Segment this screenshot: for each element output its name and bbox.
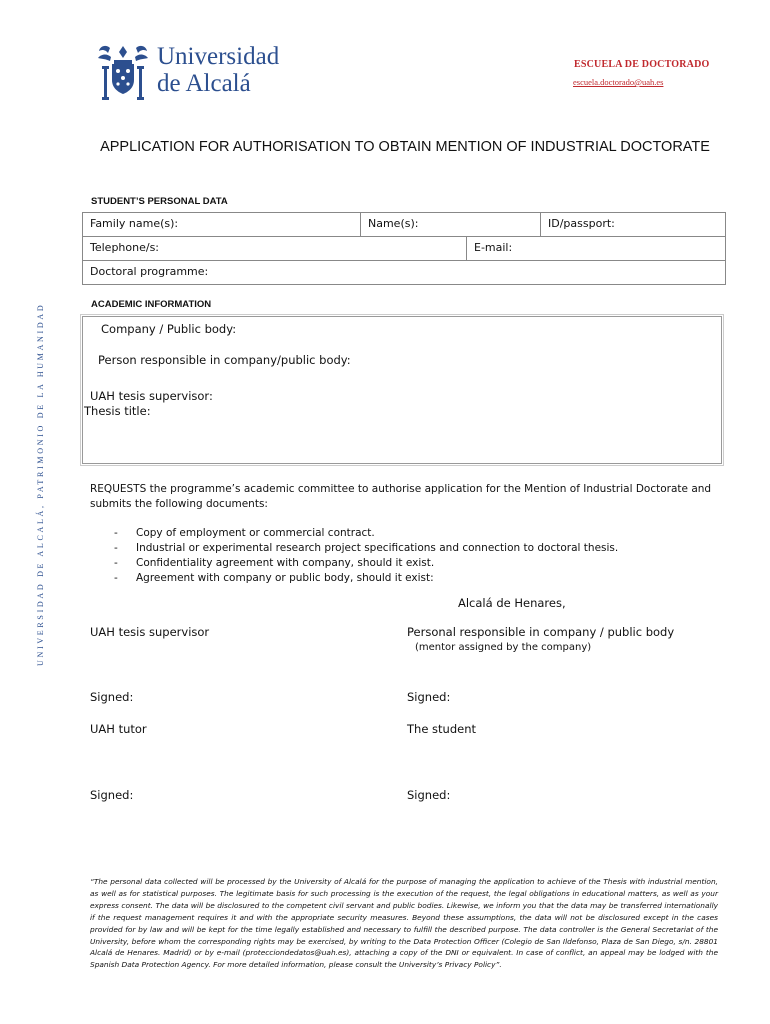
university-crest-logo [96,44,152,102]
wordmark-line-1: Universidad [157,43,280,70]
privacy-footnote: “The personal data collected will be processed by the University of Alcalá for the purpose of managing the application to achieve of the Thesis with industrial mention, as well as for statistical purposes. The legitimate basis for such processing is the execution of the request, the legal obligations in educational matters, as well as your express consent. The data will be disclosured to the competent civil servant and public bodies. Likewise, we inform you that the data may be transferred internationally if the request management requires it and with the appropriate security measures. Beyond these assumptions, the data will not be disclosured except in the cases provided for by law and will be kept for the time legally established and necessary to fulfill the described purpose. The data controller is the General Secretariat of the University, before whom the corresponding rights may be exercised, by writing to the Data Protection Officer (Colegio de San Ildefonso, Plaza de San Diego, s/n. 28801 Alcalá de Henares. Madrid) or by e-mail (protecciondedatos@uah.es), attaching a copy of the DNI or equivalent. In case of conflict, an appeal may be lodged with the Spanish Data Protection Agency. For more detailed information, please consult the University’s Privacy Policy”. [90,877,718,970]
school-name: ESCUELA DE DOCTORADO [574,59,710,70]
supervisor-signed-field[interactable]: Signed: [90,690,134,704]
tutor-signature-label: UAH tutor [90,722,147,736]
personal-data-heading: STUDENT’S PERSONAL DATA [91,196,228,207]
academic-info-heading: ACADEMIC INFORMATION [91,299,212,310]
personal-data-table [82,212,726,285]
list-item: - Industrial or experimental research project specifications and connection to doctoral thesis. [112,542,618,557]
table-row [83,213,725,237]
request-text: REQUESTS the programme’s academic committee to authorise application for the Mention of Industrial Doctorate and submits the following documents: [90,483,712,510]
company-responsible-field[interactable]: Person responsible in company/public body: [98,353,351,367]
company-responsible-signature-label: Personal responsible in company / public body [407,625,675,639]
id-passport-field[interactable]: ID/passport: [548,217,615,230]
email-field[interactable]: E-mail: [474,241,513,254]
document-list [112,527,618,587]
table-row [83,261,725,284]
telephone-field[interactable]: Telephone/s: [83,237,467,260]
name-field[interactable]: Name(s): [361,213,541,236]
tutor-signed-field[interactable]: Signed: [90,788,134,802]
university-wordmark [157,43,279,97]
list-item: - Confidentiality agreement with company, should it exist. [112,557,618,572]
table-row [83,237,725,261]
page-title: APPLICATION FOR AUTHORISATION TO OBTAIN MENTION OF INDUSTRIAL DOCTORATE [100,139,710,155]
supervisor-signature-label: UAH tesis supervisor [90,625,210,639]
sidebar-heritage-text: UNIVERSIDAD DE ALCALÁ, PATRIMONIO DE LA HUMANIDAD [36,302,45,666]
company-field[interactable]: Company / Public body: [101,322,237,336]
doctoral-programme-field[interactable]: Doctoral programme: [90,265,209,278]
list-item: - Agreement with company or public body, should it exist: [112,572,618,587]
supervisor-field[interactable]: UAH tesis supervisor: [90,389,213,403]
wordmark-line-2: de Alcalá [157,70,251,97]
place-date: Alcalá de Henares, [458,596,566,610]
student-signature-label: The student [407,722,477,736]
list-item: - Copy of employment or commercial contract. [112,527,618,542]
family-name-field[interactable]: Family name(s): [83,213,361,236]
thesis-title-field[interactable]: Thesis title: [84,404,151,418]
mentor-note: (mentor assigned by the company) [415,642,592,653]
school-email-link[interactable]: escuela.doctorado@uah.es [573,77,664,87]
company-signed-field[interactable]: Signed: [407,690,451,704]
student-signed-field[interactable]: Signed: [407,788,451,802]
